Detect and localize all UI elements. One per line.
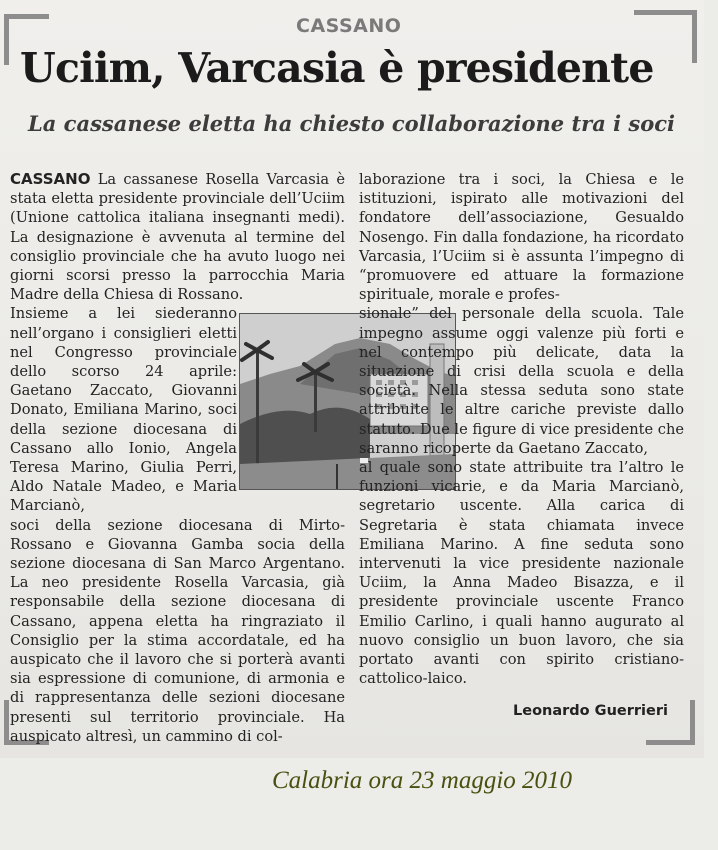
paragraph-mission: laborazione tra i soci, la Chiesa e le istituzioni, ispirato alle motivazioni del fondatore dell’associazione, Gesualdo Nosengo. Fin dalla fondazione, ha ricordato Varcasia, l’Uciim si è assunta l’impegno di “promuovere ed attuare la formazione spirituale, morale e profes- (359, 171, 684, 304)
article-column-right (359, 170, 684, 688)
paragraph-intro (10, 170, 345, 304)
paragraph-council-list: Insieme a lei siederanno nell’organo i consiglieri eletti nel Congresso provinciale dello scorso 24 aprile: Gaetano Zaccato, Giovanni Donato, Emiliana Marino, soci della sezione diocesana di Cassano allo Ionio, Angela Teresa Marino, Giulia Perri, Aldo Natale Madeo, e Maria Marcianò, (10, 305, 237, 515)
headline: Uciim, Varcasia è presidente (20, 44, 654, 92)
author-byline: Leonardo Guerrieri (513, 703, 668, 719)
intro-text: La cassanese Rosella Varcasia è stata eletta presidente provinciale dell’Uciim (Unione cattolica italiana insegnanti medi). La designazione è avvenuta al termine del consiglio provinciale che ha avuto luogo nei giorni scorsi presso la parrocchia Maria Madre della Chiesa di Rossano. (10, 171, 345, 304)
subheadline: La cassanese eletta ha chiesto collaborazione tra i soci (28, 111, 676, 136)
paragraph-closing: al quale sono state attribuite tra l’altro le funzioni vicarie, e da Maria Marcianò, segretario uscente. Alla carica di Segretaria è stata chiamata invece Emiliana Marino. A fine seduta sono intervenuti la vice presidente nazionale Uciim, la Anna Madeo Bisazza, e il presidente provinciale uscente Franco Emilio Carlino, i quali hanno augurato al nuovo consiglio un buon lavoro, che sia portato avanti con spirito cristiano- cattolico-laico. (359, 459, 684, 688)
paragraph-council-continued: soci della sezione diocesana di Mirto-Rossano e Giovanna Gamba socia della sezione diocesana di San Marco Argentano. La neo presidente Rosella Varcasia, già responsabile della sezione diocesana di Cassano, appena eletta ha ringraziato il Consiglio per la stima accordatale, ed ha auspicato che il lavoro che si porterà avanti sia espressione di comunione, di armonia e di rappresentanza delle sezioni diocesane presenti sul territorio provinciale. Ha auspicato altresì, un cammino di col- (10, 516, 345, 745)
source-caption: Calabria ora 23 maggio 2010 (272, 767, 573, 794)
paragraph-roles: sionale” del personale della scuola. Tale impegno assume oggi valenze più forti e nel contempo più delicate, data la situazione di crisi della scuola e della società. Nella stessa seduta sono state attribuite le altre cariche previste dallo statuto. Due le figure di vice presidente che saranno ricoperte da Gaetano Zaccato, (359, 305, 684, 457)
section-kicker: CASSANO (296, 15, 402, 37)
dateline: CASSANO (10, 170, 91, 188)
